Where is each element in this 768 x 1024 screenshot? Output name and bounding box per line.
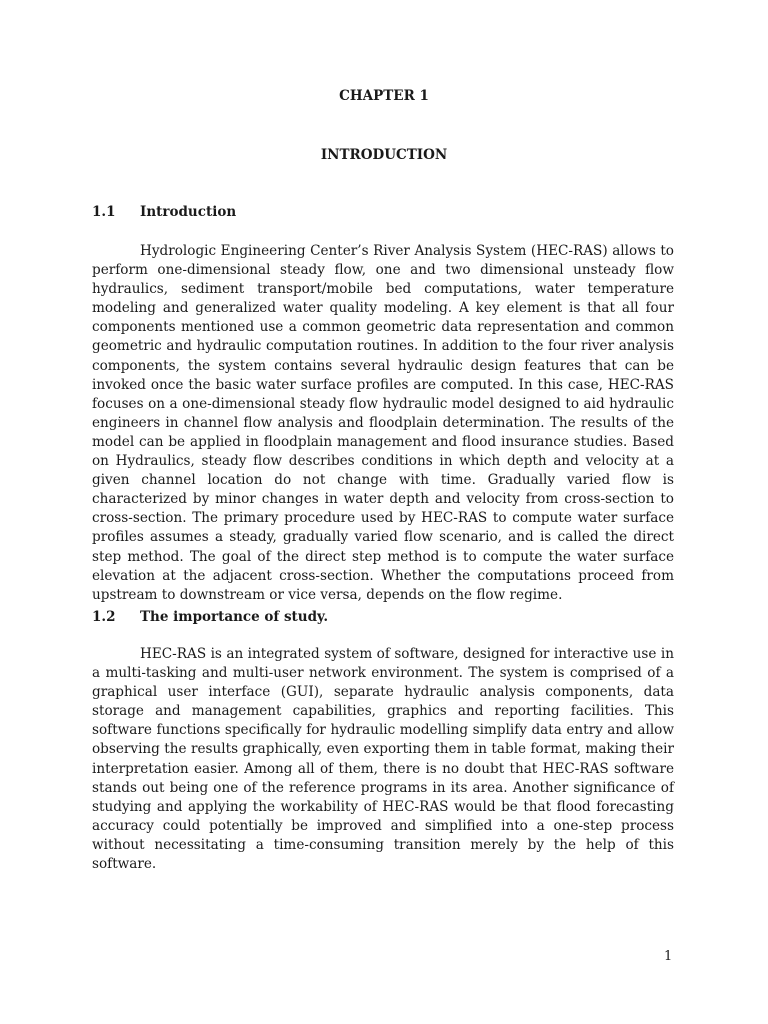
chapter-title: INTRODUCTION	[320, 147, 448, 163]
page-number: 1	[664, 949, 673, 964]
section-number: 1.1	[92, 204, 116, 220]
section-heading-1-1	[92, 204, 236, 220]
chapter-heading: CHAPTER 1	[339, 88, 429, 104]
section-1-1-paragraph: Hydrologic Engineering Center’s River Analysis System (HEC-RAS) allows to perform one-dimensional steady flow, one and two dimensional unsteady flow hydraulics, sediment transport/mobile bed computations, water temperature modeling and generalized water quality modeling. A key element is that all four components mentioned use a common geometric data representation and common geometric and hydraulic computation routines. In addition to the four river analysis components, the system contains several hydraulic design features that can be invoked once the basic water surface profiles are computed. In this case, HEC-RAS focuses on a one-dimensional steady flow hydraulic model designed to aid hydraulic engineers in channel flow analysis and floodplain determination. The results of the model can be applied in floodplain management and flood insurance studies. Based on Hydraulics, steady flow describes conditions in which depth and velocity at a given channel location do not change with time. Gradually varied flow is characterized by minor changes in water depth and velocity from cross-section to cross-section. The primary procedure used by HEC-RAS to compute water surface profiles assumes a steady, gradually varied flow scenario, and is called the direct step method. The goal of the direct step method is to compute the water surface elevation at the adjacent cross-section. Whether the computations proceed from upstream to downstream or vice versa, depends on the flow regime.	[92, 243, 674, 603]
section-title: The importance of study.	[140, 609, 329, 625]
section-number: 1.2	[92, 609, 116, 625]
section-heading-1-2	[92, 609, 328, 625]
section-title: Introduction	[140, 204, 237, 220]
section-1-2-paragraph: HEC-RAS is an integrated system of software, designed for interactive use in a multi-tasking and multi-user network environment. The system is comprised of a graphical user interface (GUI), separate hydraulic analysis components, data storage and management capabilities, graphics and reporting facilities. This software functions specifically for hydraulic modelling simplify data entry and allow observing the results graphically, even exporting them in table format, making their interpretation easier. Among all of them, there is no doubt that HEC-RAS software stands out being one of the reference programs in its area. Another significance of studying and applying the workability of HEC-RAS would be that flood forecasting accuracy could potentially be improved and simplified into a one-step process without necessitating a time-consuming transition merely by the help of this software.	[92, 646, 674, 873]
